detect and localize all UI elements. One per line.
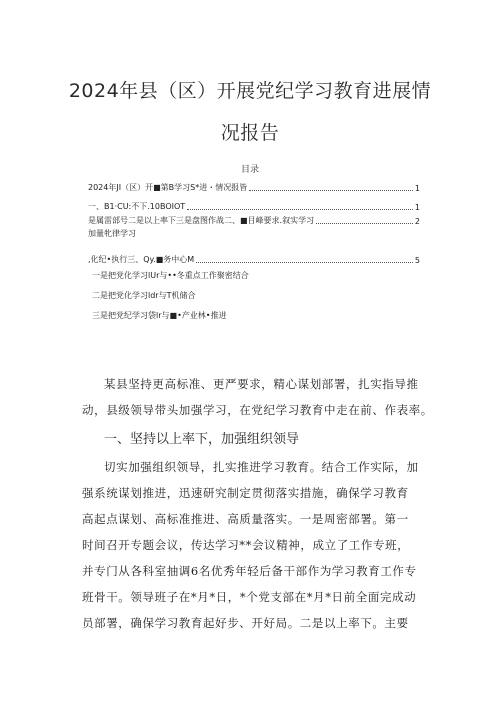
toc-subentry[interactable]: 二是把党化学习ldr与T机储合	[92, 291, 196, 300]
toc-entry[interactable]	[88, 181, 420, 193]
intro-paragraph-line: 动，县级领导带头加强学习，在党纪学习教育中走在前、作表率。	[82, 403, 433, 417]
body-paragraph-line: 并专门从各科室抽调6名优秀年轻后备干部作为学习教育工作专	[82, 564, 417, 578]
toc-heading: 目录	[240, 165, 259, 175]
toc-entry[interactable]	[88, 253, 420, 265]
toc-entry-text: 是属雷部号二是以上率下三是盘图作战二、■目峰要求.叙实学习	[88, 216, 315, 225]
toc-subentry[interactable]: 三是把党纪学习袋lr与■•产业林•推进	[92, 311, 227, 320]
body-paragraph-line: 员部署，确保学习教育起好步、开好局。二是以上率下。主要	[82, 616, 409, 630]
body-paragraph-line: 时间召开专题会议，传达学习**会议精神，成立了工作专班，	[82, 538, 410, 552]
toc-entry-text: 一、B1·CU:不下.10BOIOT	[88, 202, 186, 211]
toc-entry-page: 2	[414, 217, 420, 226]
body-paragraph-line: 班骨干。领导班子在*月*日，*个党支部在*月*日前全面完成动	[82, 590, 417, 604]
toc-leader-dots	[196, 261, 413, 263]
toc-entry-text: ,化纪•执行三、Qy.■务中心M	[88, 255, 195, 264]
section-heading: 一、坚持以上率下，加强组织领导	[104, 432, 300, 447]
toc-subentry[interactable]: 一是把党化学习lUr与••冬重点工作聚密结合	[92, 271, 249, 280]
toc-leader-dots	[187, 208, 413, 210]
intro-paragraph-line: 某县坚持更高标准、更严要求，精心谋划部署，扎实指导推	[104, 377, 419, 391]
document-title-line1: 2024年县（区）开展党纪学习教育进展情	[68, 80, 432, 102]
toc-entry-page: 5	[414, 256, 420, 265]
toc-entry-page: 1	[414, 184, 420, 193]
toc-entry[interactable]	[88, 214, 420, 226]
body-paragraph-line: 高起点谋划、高标准推进、高质量落实。一是周密部署。第一	[82, 512, 409, 526]
toc-entry-continued[interactable]: 加量牝律学习	[88, 229, 136, 238]
toc-entry-page: 1	[414, 203, 420, 212]
toc-entry[interactable]	[88, 200, 420, 212]
toc-entry-text: 2024年JI（区）开■第B学习S*进・情况报皆	[88, 183, 248, 192]
document-title-line2: 况报告	[220, 122, 280, 144]
toc-leader-dots	[316, 222, 413, 224]
body-paragraph-line: 强系统谋划推进，迅速研究制定贯彻落实措施，确保学习教育	[82, 486, 409, 500]
body-paragraph-line: 切实加强组织领导，扎实推进学习教育。结合工作实际，加	[104, 460, 419, 474]
toc-leader-dots	[249, 189, 413, 191]
